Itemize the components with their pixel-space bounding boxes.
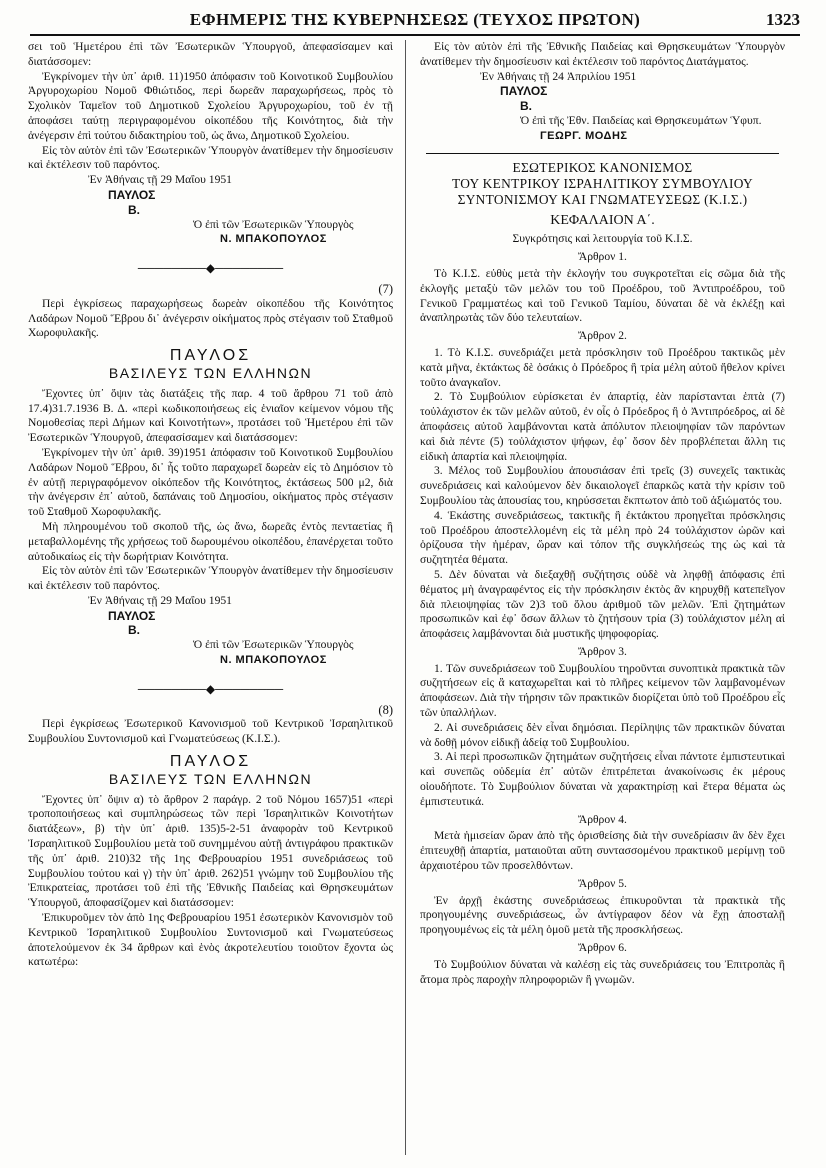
signature-initial: Β.	[520, 99, 532, 114]
paragraph: 1. Τὸ Κ.Ι.Σ. συνεδριάζει μετὰ πρόσκλησιν τοῦ Προέδρου τακτικῶς μὲν κατὰ μῆνα, ἐκτάκτως δὲ ὁσάκις ὁ Πρόεδρος ἢ τρία μέλη αὐτοῦ ἤθελον κρίνει τοῦτο ἀναγκαῖον.	[420, 345, 785, 389]
paragraph: Ἔχοντες ὑπ᾽ ὄψιν α) τὸ ἄρθρον 2 παράγρ. 2 τοῦ Νόμου 1657)51 «περὶ τροποποιήσεως καὶ συμπληρώσεως τῶν περὶ Ἰσραηλιτικῶν Κοινοτήτων διατάξεων», β) τὴν ὑπ᾽ ἀριθ. 135)5-2-51 ἀναφορὰν τοῦ Κεντρικοῦ Ἰσραηλιτικοῦ Συμβουλίου μετὰ τοῦ συνημμένου αὐτῇ ἀντιγράφου πρακτικῶν τῆς ὑπ᾽ ἀριθ. 210)32 τῆς 1ης Φεβρουαρίου 1951 συνεδριάσεως τοῦ Συμβουλίου τούτου καὶ γ) τὴν ὑπ᾽ ἀριθ. 262)51 γνώμην τοῦ Συμβουλίου τῆς Ἐπικρατείας, προτάσει τοῦ ἐπὶ τῆς Ἐθνικῆς Παιδείας καὶ Θρησκευμάτων Ὑπουργοῦ, ἀποφασίζομεν καὶ διατάσσομεν:	[28, 792, 393, 910]
ornament-divider: ────────◆────────	[137, 681, 284, 696]
signature-king: ΠΑΥΛΟΣ	[108, 187, 156, 202]
paragraph: 3. Μέλος τοῦ Συμβουλίου ἀπουσιάσαν ἐπὶ τρεῖς (3) συνεχεῖς τακτικὰς συνεδριάσεις καὶ καλούμενον δὲν δικαιολογεῖ ἐπαρκῶς κατὰ τὴν κρίσιν τοῦ Συμβουλίου τὰς ἀπουσίας του, κηρύσσεται ἔκπτωτον ἀπὸ τοῦ ἀξιώματός του.	[420, 464, 785, 507]
paragraph: σει τοῦ Ἡμετέρου ἐπὶ τῶν Ἐσωτερικῶν Ὑπουργοῦ, ἀπεφασίσαμεν καὶ διατάσσομεν:	[28, 40, 393, 68]
article-heading: Ἄρθρον 4.	[578, 812, 627, 826]
minister-name: Ν. ΜΠΑΚΟΠΟΥΛΟΣ	[220, 654, 327, 667]
king-name: ΠΑΥΛΟΣ	[169, 347, 252, 365]
article-heading: Ἄρθρον 2.	[578, 329, 627, 343]
horizontal-rule	[426, 153, 779, 154]
regulation-title: ΣΥΝΤΟΝΙΣΜΟΥ ΚΑΙ ΓΝΩΜΑΤΕΥΣΕΩΣ (Κ.Ι.Σ.)	[457, 191, 748, 207]
right-column	[420, 40, 785, 1160]
ornament-divider: ────────◆────────	[137, 261, 284, 276]
paragraph: Ἐγκρίνομεν τὴν ὑπ᾽ ἀριθ. 39)1951 ἀπόφασιν τοῦ Κοινοτικοῦ Συμβουλίου Λαδάρων Νομοῦ Ἕβρου, δι᾽ ἧς τοῦτο παραχωρεῖ δωρεὰν εἰς τὸ Δημόσιον τὸ ἐν αὐτῇ περιγραφόμενον οἰκόπεδον τῆς Κοινότητος, ἐκτάσεως 500 μ2, διὰ τὴν ἀνέγερσιν ἐπ᾽ αὐτοῦ, δαπάναις τοῦ Δημοσίου, οἰκήματος πρὸς στέγασιν τοῦ Σταθμοῦ Χωροφυλακῆς.	[28, 445, 393, 519]
paragraph: 5. Δὲν δύναται νὰ διεξαχθῇ συζήτησις οὐδὲ νὰ ληφθῇ ἀπόφασις ἐπὶ θέματος μὴ ἀναγραφέντος εἰς τὴν πρόσκλησιν ἐκτὸς ἂν κηρυχθῇ κατεπεῖγον διὰ πλειοψηφίας τῶν 2)3 τοῦ ὅλου ἀριθμοῦ τῶν μελῶν. Ἐπὶ ζητημάτων προσωπικῶν καὶ ἐφ᾽ ὅσων ἄλλων τὸ ζητήσουν τρία (3) τοὐλάχιστον μέλη αἱ ἀποφάσεις λαμβάνονται διὰ μυστικῆς ψηφοφορίας.	[420, 567, 785, 641]
minister-name: Ν. ΜΠΑΚΟΠΟΥΛΟΣ	[220, 233, 327, 246]
signature-king: ΠΑΥΛΟΣ	[500, 84, 548, 99]
decree-date: Ἐν Ἀθήναις τῇ 24 Ἀπριλίου 1951	[480, 69, 637, 83]
paragraph: Εἰς τὸν αὐτὸν ἐπὶ τῶν Ἐσωτερικῶν Ὑπουργὸν ἀνατίθεμεν τὴν δημοσίευσιν καὶ ἐκτέλεσιν τοῦ παρόντος.	[28, 143, 393, 172]
signature-initial: Β.	[128, 623, 140, 638]
paragraph: Ἐγκρίνομεν τὴν ὑπ᾽ ἀριθ. 11)1950 ἀπόφασιν τοῦ Κοινοτικοῦ Συμβουλίου Ἀργυροχωρίου Νομοῦ Φθιώτιδος, περὶ δωρεᾶν παραχωρήσεως, πρὸς τὸ Σχολικὸν Ταμεῖον τοῦ Δημοτικοῦ Σχολείου Ἀργυροχωρίου, τοῦ ἐν τῇ ἀποφάσει ταύτῃ περιγραφομένου οἰκοπέδου τῆς Κοινότητος, διὰ τὴν ἀνέγερσιν ἐπὶ τούτου διδακτηρίου τοῦ, ὡς ἄνω, Δημοτικοῦ Σχολείου.	[28, 69, 393, 142]
regulation-title: ΤΟΥ ΚΕΝΤΡΙΚΟΥ ΙΣΡΑΗΛΙΤΙΚΟΥ ΣΥΜΒΟΥΛΙΟΥ	[452, 175, 753, 191]
signature-initial: Β.	[128, 202, 140, 217]
regulation-title: ΕΣΩΤΕΡΙΚΟΣ ΚΑΝΟΝΙΣΜΟΣ	[512, 159, 693, 175]
paragraph: 3. Αἱ περὶ προσωπικῶν ζητημάτων συζητήσεις εἶναι πάντοτε ἐμπιστευτικαὶ καὶ συνεπῶς οὐδεμία ἐπ᾽ αὐτῶν ἐπιτρέπεται ἀνακοίνωσις ἐκ μέρους οἱουδήποτε. Τὸ Συμβούλιον δύναται νὰ χαρακτηρίσῃ καὶ ἕτερα θέματα ὡς ἐμπιστευτικά.	[420, 750, 785, 808]
decree-date: Ἐν Ἀθήναις τῇ 29 Μαΐου 1951	[88, 593, 232, 607]
article-heading: Ἄρθρον 1.	[578, 250, 627, 264]
article-heading: Ἄρθρον 3.	[578, 644, 627, 658]
king-title: ΒΑΣΙΛΕΥΣ ΤΩΝ ΕΛΛΗΝΩΝ	[108, 364, 313, 381]
paragraph: 2. Τὸ Συμβούλιον εὑρίσκεται ἐν ἀπαρτίᾳ, ἐὰν παρίστανται ἑπτὰ (7) τοὐλάχιστον ἐκ τῶν μελῶν αὐτοῦ, ἐν οἷς ὁ Πρόεδρος ἢ ὁ Ἀντιπρόεδρος, αἱ δὲ ἀποφάσεις αὐτοῦ λαμβάνονται κατὰ ἀπόλυτον πλειοψηφίαν τῶν παρόντων καὶ διὰ πέντε (5) τοὐλάχιστον ψήφων, ἐφ᾽ ὅσον δὲν προβλέπεται ἄλλη τις εἰδικὴ ἀπαρτία καὶ πλειοψηφία.	[420, 390, 785, 463]
page-number: 1323	[766, 10, 800, 29]
paragraph: 2. Αἱ συνεδριάσεις δὲν εἶναι δημόσιαι. Περίληψις τῶν πρακτικῶν δύναται νὰ δοθῇ μόνον εἰδικῇ ἀδείᾳ τοῦ Συμβουλίου.	[420, 720, 785, 749]
paragraph: Τὸ Κ.Ι.Σ. εὐθὺς μετὰ τὴν ἐκλογήν του συγκροτεῖται εἰς σῶμα διὰ τῆς ἐκλογῆς μεταξὺ τῶν μελῶν του τοῦ Προέδρου, τοῦ Ἀντιπροέδρου, τοῦ Γενικοῦ Γραμματέως καὶ τοῦ Γενικοῦ Ταμίου, δύναται δὲ νὰ ἐκλέξῃ καὶ ἀναπληρωτὰς τῶν δύο τελευταίων.	[420, 266, 785, 325]
article-heading: Ἄρθρον 6.	[578, 941, 627, 955]
paragraph: Τὸ Συμβούλιον δύναται νὰ καλέσῃ εἰς τὰς συνεδριάσεις του Ἐπιτροπὰς ἢ ἄτομα πρὸς παροχὴν πληροφοριῶν ἢ γνωμῶν.	[420, 957, 785, 986]
minister-title: Ὁ ἐπὶ τῶν Ἐσωτερικῶν Ὑπουργὸς	[193, 217, 354, 231]
paragraph: 1. Τῶν συνεδριάσεων τοῦ Συμβουλίου τηροῦνται συνοπτικὰ πρακτικὰ τῶν συζητήσεων εἰς ἃ καταχωρεῖται καὶ τὸ πλῆρες κείμενον τῶν λαμβανομένων ἀποφάσεων. Διὰ τὴν τήρησιν τῶν πρακτικῶν διορίζεται ὑπὸ τοῦ Προέδρου εἷς τῶν ὑπαλλήλων.	[420, 661, 785, 720]
column-divider	[405, 40, 406, 1155]
chapter-subtitle: Συγκρότησις καὶ λειτουργία τοῦ Κ.Ι.Σ.	[512, 232, 693, 246]
king-name: ΠΑΥΛΟΣ	[169, 753, 252, 771]
paragraph: Μετὰ ἡμισείαν ὥραν ἀπὸ τῆς ὁρισθείσης διὰ τὴν συνεδρίασιν ἂν δὲν ἔχει ἐπιτευχθῇ ἀπαρτία, ματαιοῦται αὕτη συντασσομένου πρακτικοῦ μερίμνῃ τοῦ ἀρχαιοτέρου τῶν προσελθόντων.	[420, 829, 785, 873]
minister-title: Ὁ ἐπὶ τῶν Ἐσωτερικῶν Ὑπουργὸς	[193, 638, 354, 652]
chapter-heading: ΚΕΦΑΛΑΙΟΝ Α΄.	[550, 212, 655, 228]
paragraph: Μὴ πληρουμένου τοῦ σκοποῦ τῆς, ὡς ἄνω, δωρεᾶς ἐντὸς πενταετίας ἢ μεταβαλλομένης τῆς χρήσεως τοῦ δωρουμένου οἰκοπέδου, ἐπανέρχεται τοῦτο αὐτοδικαίως εἰς τὴν δωρήτριαν Κοινότητα.	[28, 519, 393, 563]
decree-subject: Περὶ ἐγκρίσεως παραχωρήσεως δωρεὰν οἰκοπέδου τῆς Κοινότητος Λαδάρων Νομοῦ Ἕβρου δι᾽ ἀνέγερσιν οἰκήματος πρὸς στέγασιν τοῦ Σταθμοῦ Χωροφυλακῆς.	[28, 296, 393, 340]
signature-king: ΠΑΥΛΟΣ	[108, 608, 156, 623]
decree-date: Ἐν Ἀθήναις τῇ 29 Μαΐου 1951	[88, 173, 232, 187]
paragraph: Ἐν ἀρχῇ ἑκάστης συνεδριάσεως ἐπικυροῦνται τὰ πρακτικὰ τῆς προηγουμένης συνεδριάσεως, ὧν ἀντίγραφον δέον νὰ ἔχῃ ἀποσταλῇ προηγουμένως εἰς τὰ μέλη ὁμοῦ μετὰ τῆς προσκλήσεως.	[420, 893, 785, 937]
paragraph: Ἐπικυροῦμεν τὸν ἀπὸ 1ης Φεβρουαρίου 1951 ἐσωτερικὸν Κανονισμὸν τοῦ Κεντρικοῦ Ἰσραηλιτικοῦ Συμβουλίου Συντονισμοῦ καὶ Γνωματεύσεως ἀποτελούμενον ἐκ 34 ἄρθρων καὶ ἑνὸς ἀκροτελευτίου τοιοῦτον ἔχοντα ὡς κατωτέρω:	[28, 911, 393, 969]
decree-number: (8)	[378, 702, 393, 717]
paragraph: 4. Ἑκάστης συνεδριάσεως, τακτικῆς ἢ ἐκτάκτου προηγεῖται πρόσκλησις τοῦ Προέδρου ἀποστελλομένη εἰς τὰ μέλη πρὸ 24 τοὐλάχιστον ὡρῶν καὶ ὁρίζουσα τὴν ἡμέραν, ὥραν καὶ τόπον τῆς συγκλήσεώς της ὡς καὶ τὰ συζητητέα θέματα.	[420, 508, 785, 567]
decree-number: (7)	[378, 281, 393, 296]
king-title: ΒΑΣΙΛΕΥΣ ΤΩΝ ΕΛΛΗΝΩΝ	[108, 770, 313, 787]
paragraph: Εἰς τὸν αὐτὸν ἐπὶ τῶν Ἐσωτερικῶν Ὑπουργὸν ἀνατίθεμεν τὴν δημοσίευσιν καὶ ἐκτέλεσιν τοῦ παρόντος.	[28, 564, 393, 593]
decree-subject: Περὶ ἐγκρίσεως Ἐσωτερικοῦ Κανονισμοῦ τοῦ Κεντρικοῦ Ἰσραηλιτικοῦ Συμβουλίου Συντονισμοῦ καὶ Γνωματεύσεως (Κ.Ι.Σ.).	[28, 717, 393, 746]
minister-title: Ὁ ἐπὶ τῆς Ἐθν. Παιδείας καὶ Θρησκευμάτων Ὑφυπ.	[520, 113, 762, 127]
left-column	[28, 40, 393, 1160]
article-heading: Ἄρθρον 5.	[578, 876, 627, 890]
paragraph: Εἰς τὸν αὐτὸν ἐπὶ τῆς Ἐθνικῆς Παιδείας καὶ Θρησκευμάτων Ὑπουργὸν ἀνατίθεμεν τὴν δημοσίευσιν καὶ ἐκτέλεσιν τοῦ παρόντος Διατάγματος.	[420, 40, 785, 68]
minister-name: ΓΕΩΡΓ. ΜΟΔΗΣ	[540, 129, 628, 142]
page-header	[30, 8, 800, 36]
gazette-title: ΕΦΗΜΕΡΙΣ ΤΗΣ ΚΥΒΕΡΝΗΣΕΩΣ (ΤΕΥΧΟΣ ΠΡΩΤΟΝ)	[189, 10, 641, 29]
paragraph: Ἔχοντες ὑπ᾽ ὄψιν τὰς διατάξεις τῆς παρ. 4 τοῦ ἄρθρου 71 τοῦ ἀπὸ 17.4)31.7.1936 Β. Δ. «περὶ κωδικοποιήσεως εἰς ἑνιαῖον κείμενον νόμου τῆς Νομοθεσίας περὶ Δήμων καὶ Κοινοτήτων», προτάσει τοῦ Ἡμετέρου ἐπὶ τῶν Ἐσωτερικῶν Ὑπουργοῦ, ἀπεφασίσαμεν καὶ διατάσσομεν:	[28, 386, 393, 445]
